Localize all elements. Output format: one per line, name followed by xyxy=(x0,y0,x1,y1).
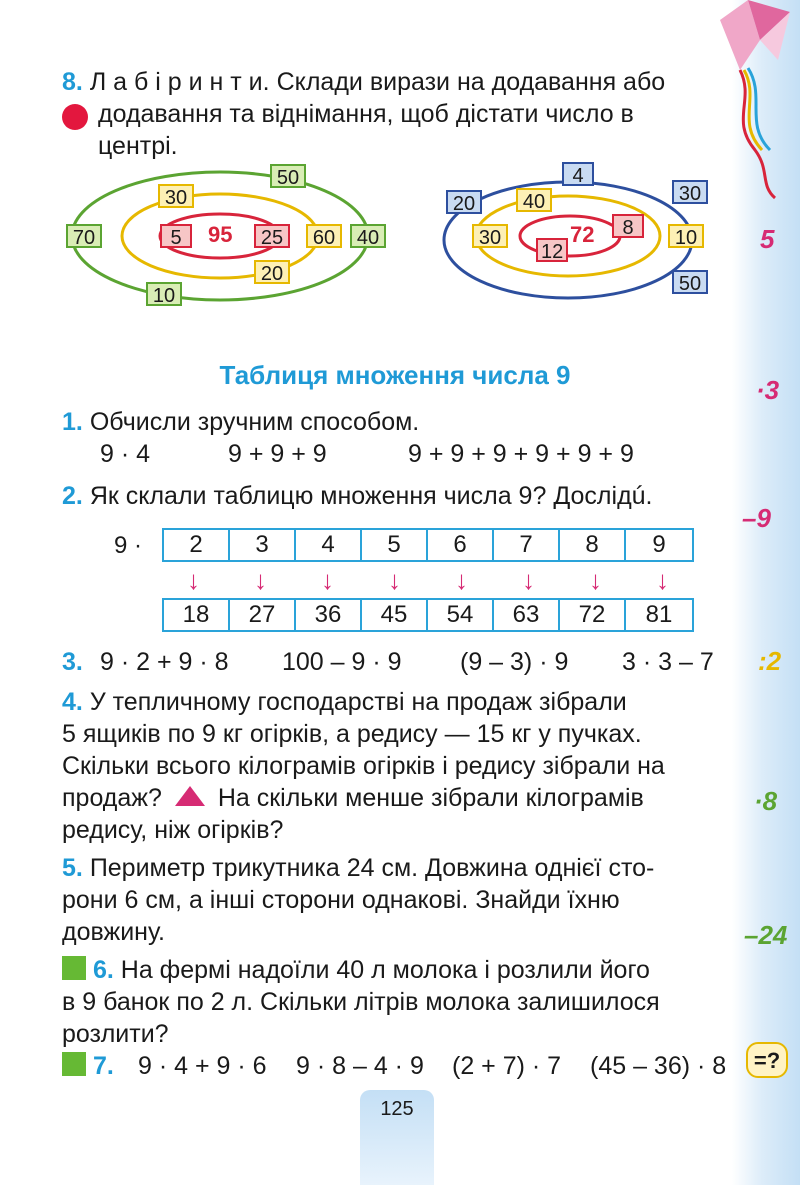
task2-line xyxy=(62,480,653,512)
task7-expr: 9 · 4 + 9 · 6 xyxy=(138,1052,267,1080)
maze1-box: 40 xyxy=(350,224,386,248)
maze2-center: 72 xyxy=(570,222,595,247)
maze2-box: 40 xyxy=(516,188,552,212)
task7-number: 7. xyxy=(92,1052,114,1080)
table-cell: 27 xyxy=(230,600,296,630)
task6-line3: розлити? xyxy=(62,1020,169,1048)
table-cell: 36 xyxy=(296,600,362,630)
page-number: 125 xyxy=(380,1098,414,1120)
task5-line3: довжину. xyxy=(62,918,165,946)
task7-expr: (45 – 36) · 8 xyxy=(590,1052,727,1080)
task5-line2: рони 6 см, а інші сторони однакові. Знайди їхню xyxy=(62,886,620,914)
side-label-equals-question: =? xyxy=(746,1042,788,1078)
side-label-div2: :2 xyxy=(758,646,782,676)
task7-expr: 9 · 8 – 4 · 9 xyxy=(296,1052,424,1080)
down-arrow-icon: ↓ xyxy=(187,565,200,595)
down-arrow-icon: ↓ xyxy=(455,565,468,595)
task5-line1 xyxy=(62,852,730,884)
task7-expr: (2 + 7) · 7 xyxy=(452,1052,562,1080)
maze2-box: 30 xyxy=(472,224,508,248)
maze1-box: 70 xyxy=(66,224,102,248)
task8-line2: додавання та віднімання, щоб дістати число в xyxy=(98,100,634,128)
section-title: Таблиця множення числа 9 xyxy=(219,360,571,390)
table-cell: 9 xyxy=(652,531,666,558)
task3-expr: 100 – 9 · 9 xyxy=(282,648,402,676)
task1-expr: 9 + 9 + 9 xyxy=(228,440,327,468)
task4-text-b: На скільки менше зібрали кілограмів xyxy=(217,784,644,812)
multiplier-table xyxy=(162,528,694,562)
side-label-mul8: ·8 xyxy=(754,786,778,816)
side-label-5: 5 xyxy=(760,224,775,254)
table-cell: 18 xyxy=(164,600,230,630)
maze2-box: 20 xyxy=(446,190,482,214)
task6-number: 6. xyxy=(92,956,114,984)
task4-line5: редису, ніж огірків? xyxy=(62,816,284,844)
task8-title: Л а б і р и н т и. xyxy=(89,68,270,96)
task3-expr: (9 – 3) · 9 xyxy=(460,648,569,676)
task4-text-a: продаж? xyxy=(62,784,162,812)
down-arrow-icon: ↓ xyxy=(254,565,267,595)
green-square-icon xyxy=(62,956,86,980)
table-cell: 72 xyxy=(560,600,626,630)
task8-line1-rest: Склади вирази на додавання або xyxy=(276,68,666,96)
task3-expr: 3 · 3 – 7 xyxy=(622,648,714,676)
maze1-box: 60 xyxy=(306,224,342,248)
task4-line3: Скільки всього кілограмів огірків і редису зібрали на xyxy=(62,752,665,780)
table-cell: 63 xyxy=(494,600,560,630)
side-label-minus9: –9 xyxy=(742,503,771,533)
maze1-center: 95 xyxy=(208,222,233,247)
down-arrow-icon: ↓ xyxy=(656,565,669,595)
task4-line1 xyxy=(62,686,730,718)
product-table xyxy=(162,598,694,632)
maze1-box: 20 xyxy=(254,260,290,284)
task3-number: 3. xyxy=(62,648,83,676)
maze1-box: 25 xyxy=(254,224,290,248)
maze1-box: 50 xyxy=(270,164,306,188)
table-cell: 45 xyxy=(362,600,428,630)
task5-number: 5. xyxy=(62,854,83,882)
side-label-minus24: –24 xyxy=(744,920,788,950)
maze2-box: 4 xyxy=(562,162,594,186)
side-label-mul3: ·3 xyxy=(756,375,780,405)
task3-expr: 9 · 2 + 9 · 8 xyxy=(100,648,229,676)
maze2-box: 50 xyxy=(672,270,708,294)
table-cell: 54 xyxy=(428,600,494,630)
green-square-icon xyxy=(62,1052,86,1076)
down-arrow-icon: ↓ xyxy=(589,565,602,595)
task8-number: 8. xyxy=(62,68,83,96)
triangle-icon xyxy=(173,784,207,808)
table-cell: 6 xyxy=(428,530,494,560)
task4-line2: 5 ящиків по 9 кг огірків, а редису — 15 кг у пучках. xyxy=(62,720,642,748)
task7-lead xyxy=(62,1050,114,1082)
task2-number: 2. xyxy=(62,482,83,510)
table-cell: 2 xyxy=(164,530,230,560)
table-cell: 3 xyxy=(230,530,296,560)
task4-line4 xyxy=(62,782,730,814)
down-arrow-icon: ↓ xyxy=(522,565,535,595)
difficulty-circle-icon xyxy=(62,104,88,130)
task8-line1 xyxy=(62,66,732,98)
down-arrow-icon: ↓ xyxy=(321,565,334,595)
task6-text: На фермі надоїли 40 л молока і розлили його xyxy=(120,956,650,984)
task1-number: 1. xyxy=(62,408,83,436)
table-cell: 4 xyxy=(296,530,362,560)
task4-text: У тепличному господарстві на продаж зібрали xyxy=(89,688,627,716)
table-cell: 8 xyxy=(560,530,626,560)
maze1-box: 5 xyxy=(160,224,192,248)
task4-number: 4. xyxy=(62,688,83,716)
task1-text: Обчисли зручним способом. xyxy=(89,408,420,436)
maze1-box: 30 xyxy=(158,184,194,208)
task2-text: Як склали таблицю множення числа 9? Дослідú. xyxy=(89,482,653,510)
task5-text: Периметр трикутника 24 см. Довжина однієї сто- xyxy=(89,854,655,882)
task6-line1 xyxy=(62,954,730,986)
table-cell: 7 xyxy=(494,530,560,560)
maze2-box: 12 xyxy=(536,238,568,262)
table-prefix: 9 · xyxy=(114,532,143,559)
task1-expr: 9 · 4 xyxy=(100,440,151,468)
table-cell: 5 xyxy=(362,530,428,560)
down-arrow-icon: ↓ xyxy=(388,565,401,595)
task1-line xyxy=(62,406,419,438)
task8-line3: центрі. xyxy=(98,132,178,160)
maze2-box: 10 xyxy=(668,224,704,248)
task1-expr: 9 + 9 + 9 + 9 + 9 + 9 xyxy=(408,440,634,468)
table-cell: 81 xyxy=(645,601,673,628)
maze2-box: 30 xyxy=(672,180,708,204)
maze2-box: 8 xyxy=(612,214,644,238)
task6-line2: в 9 банок по 2 л. Скільки літрів молока залишилося xyxy=(62,988,660,1016)
maze1-box: 10 xyxy=(146,282,182,306)
